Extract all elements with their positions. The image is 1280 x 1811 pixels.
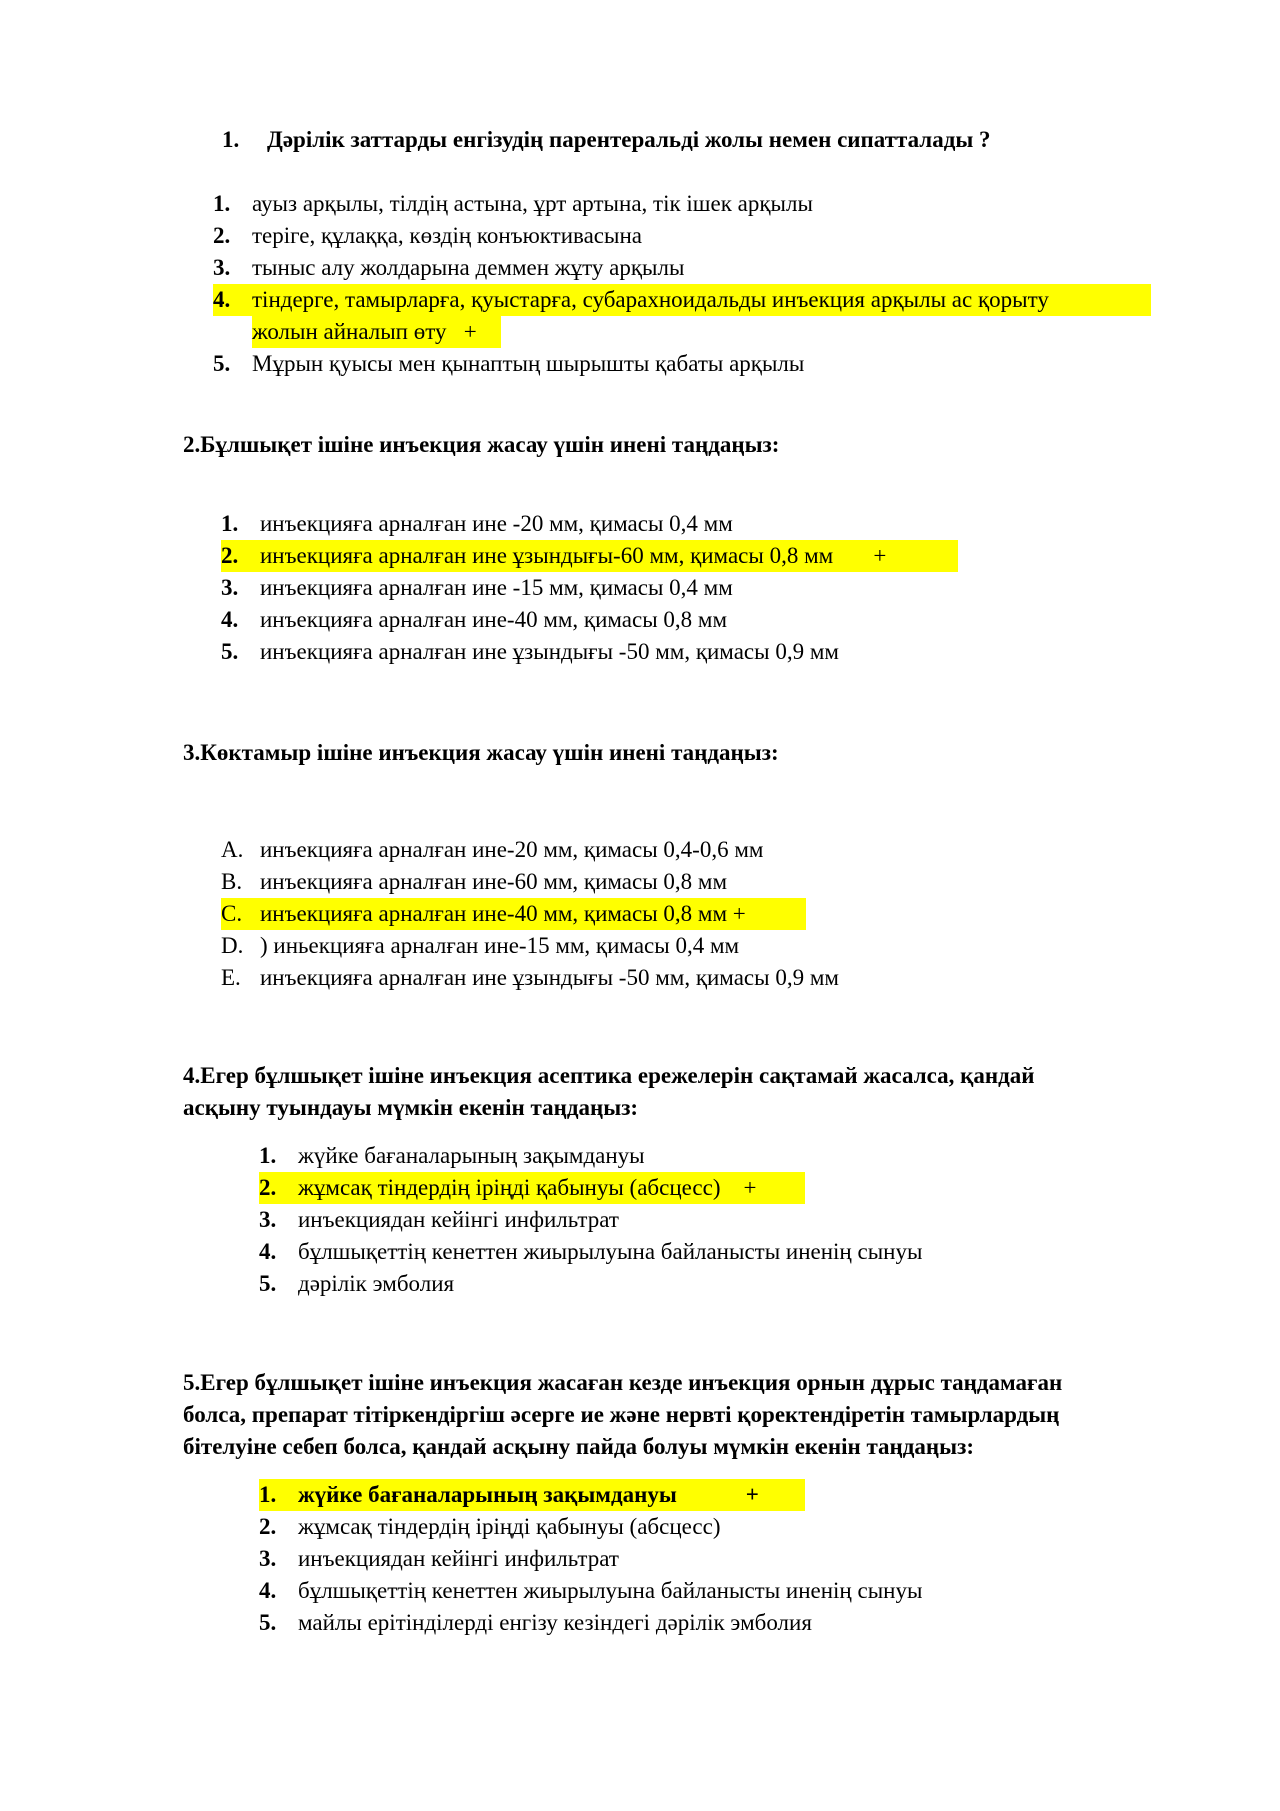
q2-option-1-marker: 1. xyxy=(221,511,239,536)
q3-option-b xyxy=(221,866,1121,898)
question-2-title: 2.Бұлшықет ішіне инъекция жасау үшін инені таңдаңыз: xyxy=(183,432,780,457)
q2-option-5-text: инъекцияға арналған ине ұзындығы -50 мм, қимасы 0,9 мм xyxy=(260,639,839,664)
q1-option-3-marker: 3. xyxy=(213,255,231,280)
q1-option-2-text: теріге, құлаққа, көздің конъюктивасына xyxy=(252,223,642,248)
q1-option-5-text: Мұрын қуысы мен қынаптың шырышты қабаты арқылы xyxy=(252,351,805,376)
q1-option-4-marker: 4. xyxy=(213,287,231,312)
q3-option-a-marker: A. xyxy=(221,837,244,862)
q5-option-3-marker: 3. xyxy=(259,1546,277,1571)
q5-option-5-text: майлы ерітінділерді енгізу кезіндегі дәрілік эмболия xyxy=(298,1610,812,1635)
question-5-title-line3: бітелуіне себеп болса, қандай асқыну пайда болуы мүмкін екенін таңдаңыз: xyxy=(183,1434,975,1459)
q4-option-1-text: жүйке бағаналарының зақымдануы xyxy=(298,1143,645,1168)
q1-option-4-text-line2: жолын айналып өту + xyxy=(252,319,477,344)
q1-option-1-text: ауыз арқылы, тілдің астына, ұрт артына, тік ішек арқылы xyxy=(252,191,813,216)
q3-option-d-text: ) иньекцияға арналған ине-15 мм, қимасы 0,4 мм xyxy=(260,933,740,958)
q4-option-2-marker: 2. xyxy=(259,1175,277,1200)
q1-option-1 xyxy=(213,188,1113,220)
q3-option-a xyxy=(221,834,1121,866)
q4-option-2-correct xyxy=(259,1172,1159,1204)
q2-option-1-text: инъекцияға арналған ине -20 мм, қимасы 0,4 мм xyxy=(260,511,733,536)
q5-option-1-correct xyxy=(259,1479,1159,1511)
q3-option-e-text: инъекцияға арналған ине ұзындығы -50 мм, қимасы 0,9 мм xyxy=(260,965,839,990)
q2-option-3-text: инъекцияға арналған ине -15 мм, қимасы 0,4 мм xyxy=(260,575,733,600)
q4-option-4-text: бұлшықеттің кенеттен жиырылуына байланысты иненің сынуы xyxy=(298,1239,923,1264)
q1-option-4-correct xyxy=(213,284,1163,348)
q5-option-3-text: инъекциядан кейінгі инфильтрат xyxy=(298,1546,619,1571)
q1-option-3-text: тыныс алу жолдарына деммен жұту арқылы xyxy=(252,255,685,280)
q3-option-e xyxy=(221,962,1121,994)
q1-option-2 xyxy=(213,220,1113,252)
q1-option-2-marker: 2. xyxy=(213,223,231,248)
q2-option-2-marker: 2. xyxy=(221,543,239,568)
q3-option-e-marker: E. xyxy=(221,965,241,990)
question-5-title-line1: 5.Егер бұлшықет ішіне инъекция жасаған кезде инъекция орнын дұрыс таңдамаған xyxy=(183,1370,1063,1395)
q3-option-b-text: инъекцияға арналған ине-60 мм, қимасы 0,8 мм xyxy=(260,869,728,894)
question-1-number: 1. xyxy=(222,127,240,152)
q2-option-4-text: инъекцияға арналған ине-40 мм, қимасы 0,8 мм xyxy=(260,607,728,632)
q2-option-3-marker: 3. xyxy=(221,575,239,600)
q3-option-c-correct xyxy=(221,898,1121,930)
q1-option-1-marker: 1. xyxy=(213,191,231,216)
q4-option-5-marker: 5. xyxy=(259,1271,277,1296)
q4-option-5 xyxy=(259,1268,1159,1300)
q5-option-4-marker: 4. xyxy=(259,1578,277,1603)
q2-option-2-correct xyxy=(221,540,1121,572)
q4-option-1-marker: 1. xyxy=(259,1143,277,1168)
question-4-title-line1: 4.Егер бұлшықет ішіне инъекция асептика ережелерін сақтамай жасалса, қандай xyxy=(183,1063,1035,1088)
q5-option-5 xyxy=(259,1607,1159,1639)
q1-option-3 xyxy=(213,252,1113,284)
q1-option-5-marker: 5. xyxy=(213,351,231,376)
q2-option-2-text: инъекцияға арналған ине ұзындығы-60 мм, қимасы 0,8 мм + xyxy=(260,543,887,568)
q1-option-4-text-line1: тіндерге, тамырларға, қуыстарға, субарахноидальды инъекция арқылы ас қорыту xyxy=(252,287,1049,312)
q4-option-2-text: жұмсақ тіндердің іріңді қабынуы (абсцесс) + xyxy=(298,1175,757,1200)
q3-option-a-text: инъекцияға арналған ине-20 мм, қимасы 0,4-0,6 мм xyxy=(260,837,764,862)
question-1-title xyxy=(222,124,991,156)
q3-option-b-marker: B. xyxy=(221,869,243,894)
q5-option-2-marker: 2. xyxy=(259,1514,277,1539)
q1-option-5 xyxy=(213,348,1113,380)
question-1-text: Дәрілік заттарды енгізудің парентеральді жолы немен сипатталады ? xyxy=(267,127,991,152)
q4-option-3-text: инъекциядан кейінгі инфильтрат xyxy=(298,1207,619,1232)
q5-option-1-text: жүйке бағаналарының зақымдануы + xyxy=(298,1482,759,1507)
q2-option-4-marker: 4. xyxy=(221,607,239,632)
q5-option-4-text: бұлшықеттің кенеттен жиырылуына байланысты иненің сынуы xyxy=(298,1578,923,1603)
q2-option-5-marker: 5. xyxy=(221,639,239,664)
q5-option-4 xyxy=(259,1575,1159,1607)
q5-option-3 xyxy=(259,1543,1159,1575)
q5-option-2-text: жұмсақ тіндердің іріңді қабынуы (абсцесс) xyxy=(298,1514,721,1539)
q4-option-3-marker: 3. xyxy=(259,1207,277,1232)
q3-option-c-text: инъекцияға арналған ине-40 мм, қимасы 0,8 мм + xyxy=(260,901,746,926)
q5-option-2 xyxy=(259,1511,1159,1543)
q4-option-5-text: дәрілік эмболия xyxy=(298,1271,455,1296)
q5-option-1-marker: 1. xyxy=(259,1482,277,1507)
q4-option-4 xyxy=(259,1236,1159,1268)
q3-option-d xyxy=(221,930,1121,962)
question-4-title-line2: асқыну туындауы мүмкін екенін таңдаңыз: xyxy=(183,1095,639,1120)
q4-option-3 xyxy=(259,1204,1159,1236)
q3-option-c-marker: C. xyxy=(221,901,243,926)
q2-option-5 xyxy=(221,636,1121,668)
q2-option-1 xyxy=(221,508,1121,540)
q2-option-3 xyxy=(221,572,1121,604)
q5-option-5-marker: 5. xyxy=(259,1610,277,1635)
q3-option-d-marker: D. xyxy=(221,933,244,958)
q4-option-4-marker: 4. xyxy=(259,1239,277,1264)
q4-option-1 xyxy=(259,1140,1159,1172)
question-3-title: 3.Көктамыр ішіне инъекция жасау үшін инені таңдаңыз: xyxy=(183,740,779,765)
q2-option-4 xyxy=(221,604,1121,636)
question-5-title-line2: болса, препарат тітіркендіргіш әсерге ие және нервті қоректендіретін тамырлардың xyxy=(183,1402,1060,1427)
